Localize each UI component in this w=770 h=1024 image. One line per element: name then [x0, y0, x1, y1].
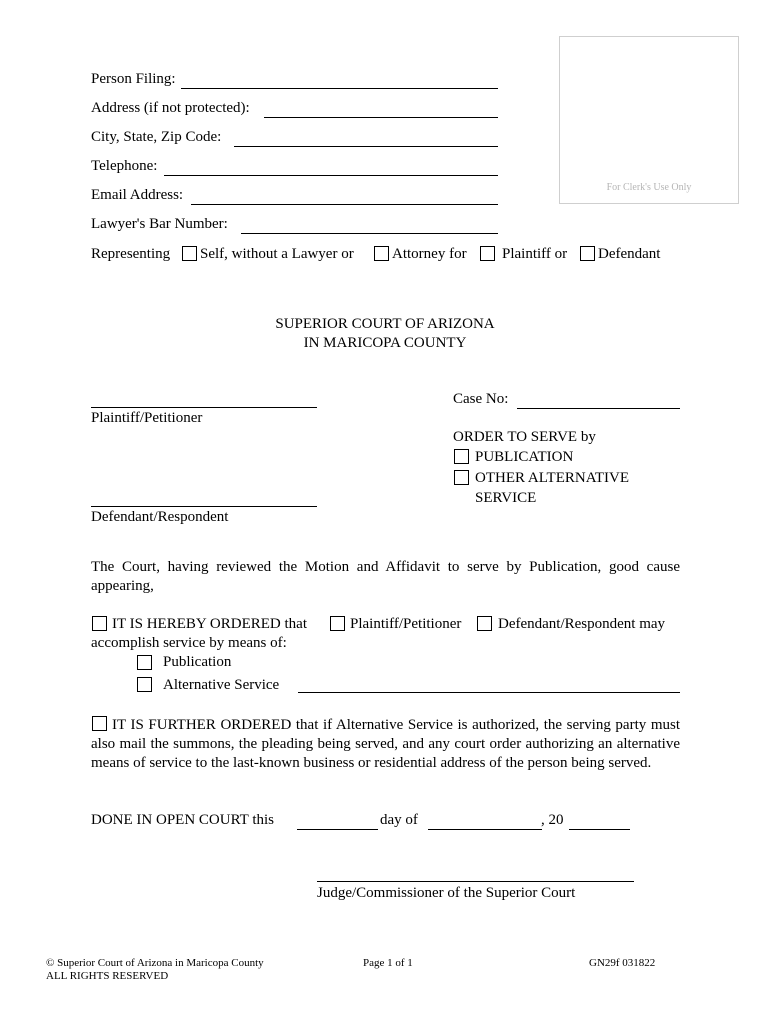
defendant-label: Defendant	[598, 246, 661, 262]
ordered-plaintiff-label: Plaintiff/Petitioner	[350, 616, 462, 632]
ordered-plaintiff-checkbox[interactable]	[330, 616, 345, 631]
plaintiff-label: Plaintiff or	[502, 246, 568, 262]
bar-number-label: Lawyer's Bar Number:	[91, 216, 228, 232]
clerk-use-box	[559, 36, 739, 204]
year-field[interactable]	[569, 829, 630, 830]
person-filing-label: Person Filing:	[91, 71, 176, 87]
other-alternative-checkbox[interactable]	[454, 470, 469, 485]
judge-signature-line[interactable]	[317, 881, 634, 882]
person-filing-field[interactable]	[181, 88, 498, 89]
plaintiff-name-field[interactable]	[91, 407, 317, 408]
footer-page-number: Page 1 of 1	[363, 957, 413, 969]
defendant-respondent-label: Defendant/Respondent	[91, 509, 229, 525]
publication-title-label: PUBLICATION	[475, 449, 574, 465]
telephone-label: Telephone:	[91, 158, 158, 174]
footer-rights: ALL RIGHTS RESERVED	[46, 970, 169, 982]
day-field[interactable]	[297, 829, 378, 830]
other-alternative-label: OTHER ALTERNATIVE	[475, 470, 630, 486]
year-prefix-label: , 20	[541, 812, 564, 828]
accomplish-service-text: accomplish service by means of:	[91, 635, 287, 651]
address-field[interactable]	[264, 117, 498, 118]
email-field[interactable]	[191, 204, 498, 205]
option-alternative-label: Alternative Service	[163, 677, 280, 693]
plaintiff-checkbox[interactable]	[480, 246, 495, 261]
defendant-name-field[interactable]	[91, 506, 317, 507]
address-label: Address (if not protected):	[91, 100, 250, 116]
option-publication-checkbox[interactable]	[137, 655, 152, 670]
day-of-label: day of	[380, 812, 418, 828]
defendant-checkbox[interactable]	[580, 246, 595, 261]
hereby-ordered-checkbox[interactable]	[92, 616, 107, 631]
hereby-ordered-label: IT IS HEREBY ORDERED that	[112, 616, 307, 632]
self-label: Self, without a Lawyer or	[200, 246, 354, 262]
email-label: Email Address:	[91, 187, 184, 203]
case-number-label: Case No:	[453, 391, 509, 407]
intro-paragraph: The Court, having reviewed the Motion and Affidavit to serve by Publication, good cause appearing,	[91, 559, 680, 594]
publication-title-checkbox[interactable]	[454, 449, 469, 464]
bar-number-field[interactable]	[241, 233, 498, 234]
self-checkbox[interactable]	[182, 246, 197, 261]
city-state-zip-field[interactable]	[234, 146, 498, 147]
alternative-service-field[interactable]	[298, 692, 680, 693]
representing-label: Representing	[91, 246, 171, 262]
plaintiff-petitioner-label: Plaintiff/Petitioner	[91, 410, 203, 426]
order-title: ORDER TO SERVE by	[453, 429, 596, 445]
ordered-defendant-label: Defendant/Respondent may	[498, 616, 666, 632]
attorney-checkbox[interactable]	[374, 246, 389, 261]
court-name: SUPERIOR COURT OF ARIZONA	[275, 316, 495, 332]
further-ordered-paragraph: IT IS FURTHER ORDERED that if Alternative Service is authorized, the serving party must also mail the summons, the pleading being served, and any court order authorizing an alternative means of service to the last-known business or residential address of the person being served.	[91, 717, 680, 771]
court-county: IN MARICOPA COUNTY	[303, 335, 467, 351]
other-alternative-service-label: SERVICE	[475, 490, 537, 506]
option-publication-label: Publication	[163, 654, 232, 670]
footer-copyright: © Superior Court of Arizona in Maricopa County	[46, 957, 264, 969]
telephone-field[interactable]	[164, 175, 498, 176]
judge-signature-label: Judge/Commissioner of the Superior Court	[317, 885, 576, 901]
month-field[interactable]	[428, 829, 542, 830]
city-state-zip-label: City, State, Zip Code:	[91, 129, 222, 145]
done-in-open-court-label: DONE IN OPEN COURT this	[91, 812, 274, 828]
attorney-label: Attorney for	[392, 246, 467, 262]
clerk-use-label: For Clerk's Use Only	[606, 182, 692, 193]
option-alternative-checkbox[interactable]	[137, 677, 152, 692]
footer-form-code: GN29f 031822	[589, 957, 656, 969]
case-number-field[interactable]	[517, 408, 680, 409]
ordered-defendant-checkbox[interactable]	[477, 616, 492, 631]
